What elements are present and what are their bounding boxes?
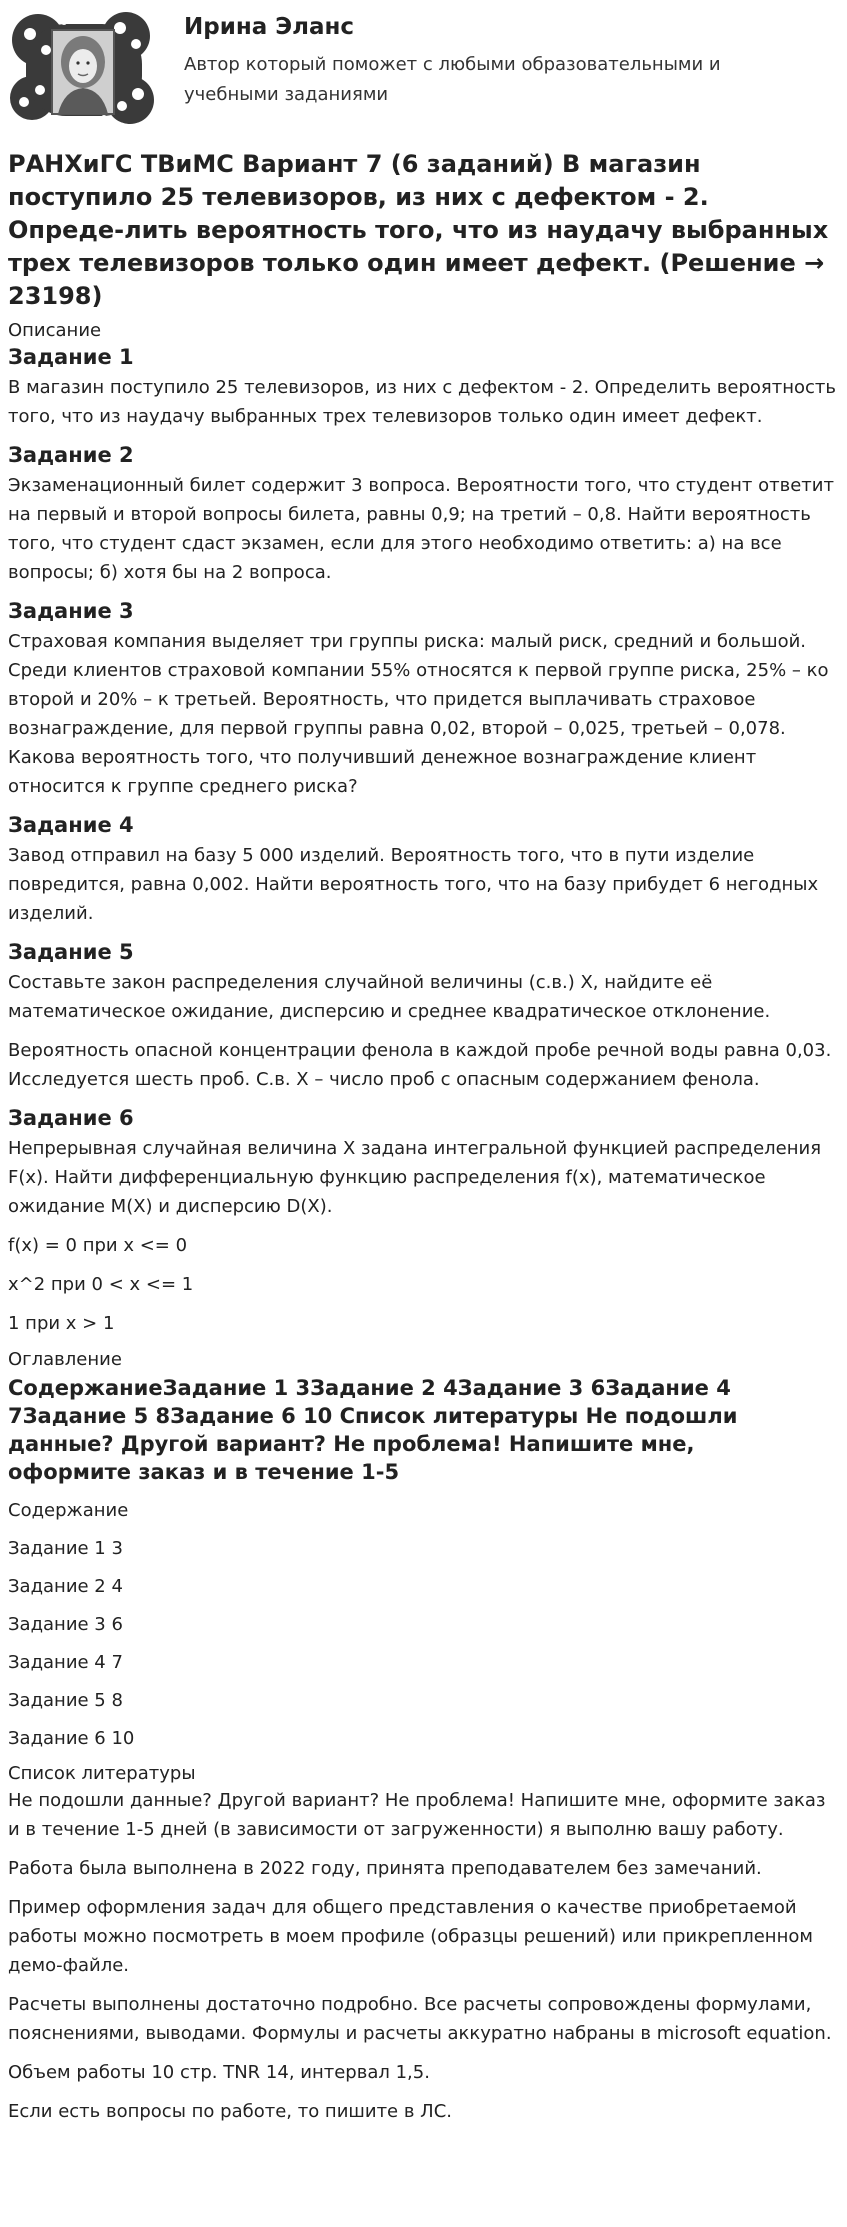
- task-text: Завод отправил на базу 5 000 изделий. Вероятность того, что в пути изделие повредится, равна 0,002. Найти вероятность того, что на базу прибудет 6 негодных изделий.: [8, 845, 819, 924]
- closing-text: Работа была выполнена в 2022 году, принята преподавателем без замечаний.: [8, 1858, 762, 1879]
- task-text: Страховая компания выделяет три группы риска: малый риск, средний и большой. Среди клиентов страховой компании 55% относятся к первой группе риска, 25% – ко второй и 20% – к третьей. Вероятность, что придется выплачивать страховое вознаграждение, для первой группы равна 0,02, второй – 0,025, третьей – 0,078. Какова вероятность того, что получивший денежное вознаграждение клиент относится к группе среднего риска?: [8, 631, 829, 797]
- toc-item: Задание 1 3: [8, 1538, 123, 1559]
- closing-text: Если есть вопросы по работе, то пишите в ЛС.: [8, 2101, 453, 2122]
- task-text: Непрерывная случайная величина X задана интегральной функцией распределения F(x). Найти дифференциальную функцию распределения f(x), математическое ожидание M(X) и дисперсию D(X).: [8, 1138, 822, 1217]
- closing-text: Расчеты выполнены достаточно подробно. Все расчеты сопровождены формулами, пояснениями, выводами. Формулы и расчеты аккуратно набраны в microsoft equation.: [8, 1994, 832, 2044]
- task-text: Составьте закон распределения случайной величины (с.в.) X, найдите её математическое ожидание, дисперсию и среднее квадратическое отклонение.: [8, 972, 771, 1022]
- task-heading: Задание 4: [8, 813, 134, 837]
- task-section: [8, 938, 837, 1094]
- task-heading: Задание 1: [8, 345, 134, 369]
- task-heading: Задание 2: [8, 443, 134, 467]
- closing-text: Не подошли данные? Другой вариант? Не проблема! Напишите мне, оформите заказ и в течение 1-5 дней (в зависимости от загруженности) я выполню вашу работу.: [8, 1790, 826, 1840]
- toc-item: Задание 6 10: [8, 1728, 135, 1749]
- formula-line: f(x) = 0 при x <= 0: [8, 1235, 188, 1256]
- task-text: Экзаменационный билет содержит 3 вопроса. Вероятности того, что студент ответит на первый и второй вопросы билета, равны 0,9; на третий – 0,8. Найти вероятность того, что студент сдаст экзамен, если для этого необходимо ответить: а) на все вопросы; б) хотя бы на 2 вопроса.: [8, 475, 834, 583]
- author-info: [184, 10, 784, 110]
- closing-text: Объем работы 10 стр. TNR 14, интервал 1,5.: [8, 2062, 430, 2083]
- task-section: [8, 811, 837, 928]
- formula-line: x^2 при 0 < x <= 1: [8, 1274, 194, 1295]
- closing-text: Пример оформления задач для общего представления о качестве приобретаемой работы можно посмотреть в моем профиле (образцы решений) или прикрепленном демо-файле.: [8, 1897, 813, 1976]
- toc-item: Задание 4 7: [8, 1652, 123, 1673]
- task-text: В магазин поступило 25 телевизоров, из них с дефектом - 2. Определить вероятность того, что из наудачу выбранных трех телевизоров только один имеет дефект.: [8, 377, 836, 427]
- author-avatar[interactable]: [8, 10, 158, 130]
- task-text: Вероятность опасной концентрации фенола в каждой пробе речной воды равна 0,03. Исследуется шесть проб. С.в. X – число проб с опасным содержанием фенола.: [8, 1040, 832, 1090]
- task-section: [8, 597, 837, 801]
- author-description: Автор который поможет с любыми образовательными и учебными заданиями: [184, 54, 721, 105]
- toc-item: Задание 5 8: [8, 1690, 123, 1711]
- task-heading: Задание 5: [8, 940, 134, 964]
- page-title: РАНХиГС ТВиМС Вариант 7 (6 заданий) В магазин поступило 25 телевизоров, из них с дефектом - 2. Опреде-лить вероятность того, что из наудачу выбранных трех телевизоров только один имеет дефект. (Решение → 23198): [8, 150, 829, 310]
- task-section: [8, 441, 837, 587]
- formula-line: 1 при x > 1: [8, 1313, 115, 1334]
- task-section: [8, 1104, 837, 1338]
- author-name[interactable]: Ирина Эланс: [184, 14, 355, 40]
- film-reel-avatar-icon: [8, 10, 158, 130]
- toc-item: Содержание: [8, 1500, 129, 1521]
- toc-item: Задание 2 4: [8, 1576, 123, 1597]
- author-card: [8, 0, 837, 140]
- toc-list: [8, 1496, 837, 1753]
- toc-item: Задание 3 6: [8, 1614, 123, 1635]
- description-label: Описание: [8, 320, 102, 341]
- references-label: Список литературы: [8, 1763, 196, 1784]
- task-heading: Задание 3: [8, 599, 134, 623]
- task-section: [8, 343, 837, 431]
- toc-label: Оглавление: [8, 1349, 122, 1370]
- task-heading: Задание 6: [8, 1106, 134, 1130]
- toc-title: СодержаниеЗадание 1 3Задание 2 4Задание 3 6Задание 4 7Задание 5 8Задание 6 10 Список литературы Не подошли данные? Другой вариант? Не проблема! Напишите мне, оформите заказ и в течение 1-5: [8, 1376, 738, 1484]
